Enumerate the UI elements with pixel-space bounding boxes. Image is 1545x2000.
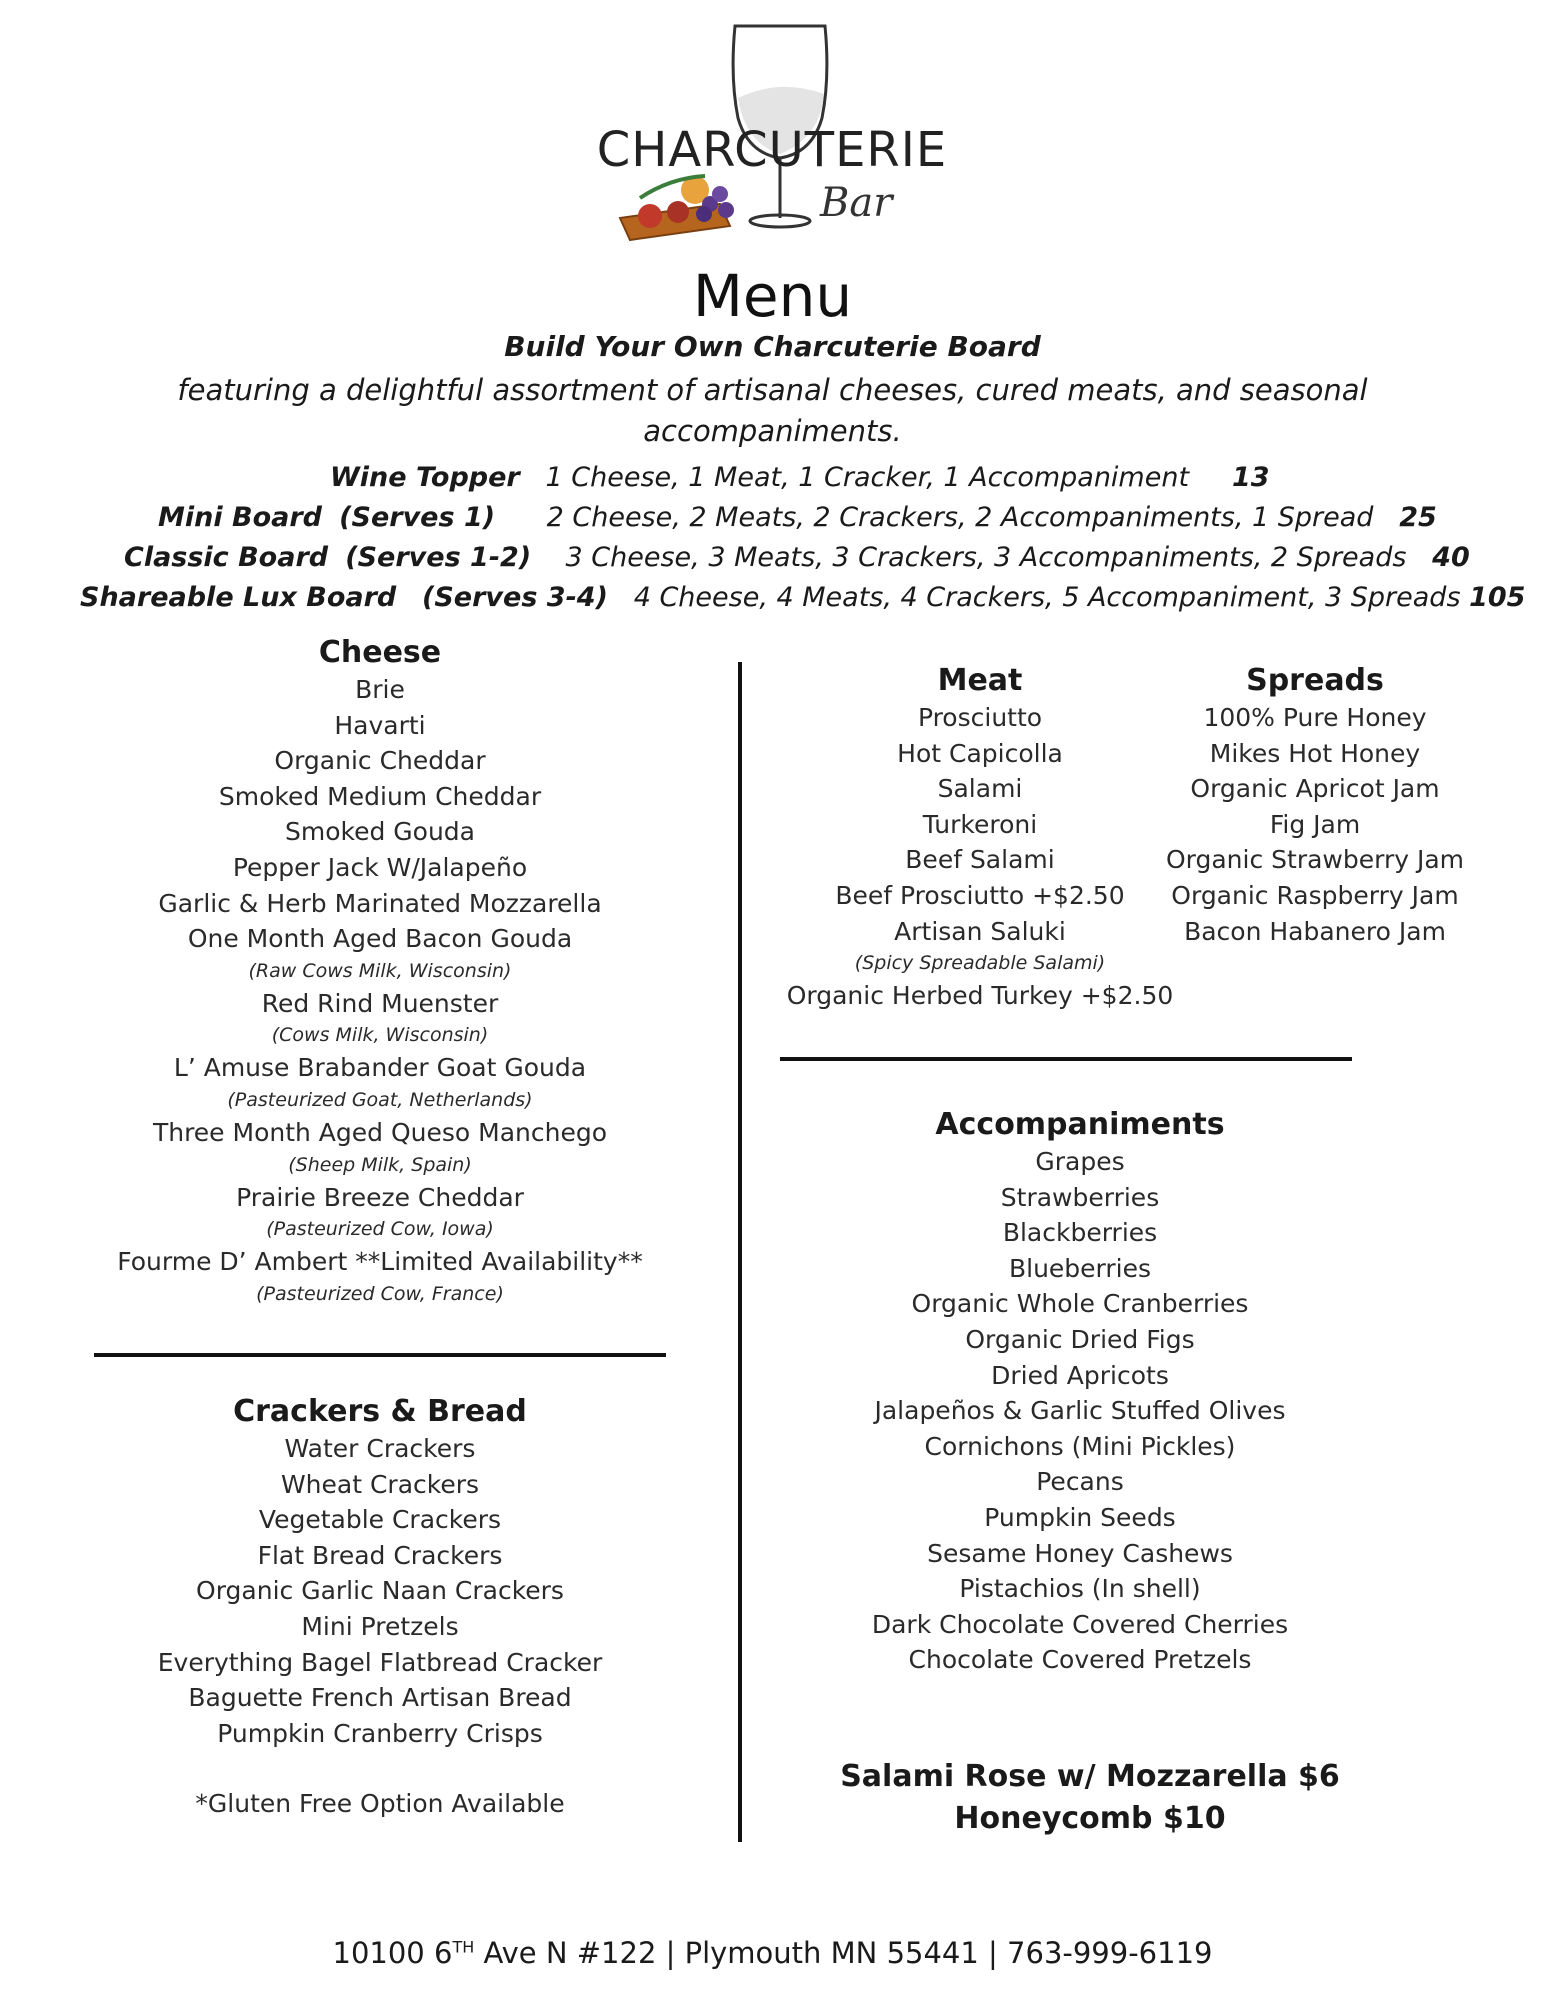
item-note: (Sheep Milk, Spain)	[288, 1153, 472, 1176]
item-note: (Pasteurized Cow, France)	[256, 1282, 504, 1305]
list-item: Blackberries	[1002, 1218, 1158, 1248]
board-shareable-lux	[80, 582, 1525, 613]
list-item: Vegetable Crackers	[258, 1505, 502, 1535]
address-number: 10100 6	[332, 1936, 453, 1970]
list-item: Organic Cheddar	[274, 746, 486, 776]
list-item: Grapes	[1035, 1147, 1125, 1176]
list-item: 100% Pure Honey	[1203, 703, 1427, 732]
list-item: Hot Capicolla	[897, 738, 1063, 768]
board-contents: 4 Cheese, 4 Meats, 4 Crackers, 5 Accompaniment, 3 Spreads	[633, 582, 1461, 613]
list-item: Sesame Honey Cashews	[927, 1538, 1233, 1568]
board-price: 105	[1469, 582, 1526, 613]
gluten-free-note: *Gluten Free Option Available	[195, 1789, 565, 1819]
list-item: Salami	[937, 774, 1023, 804]
item-note: (Pasteurized Cow, Iowa)	[266, 1218, 494, 1241]
list-item: Organic Strawberry Jam	[1165, 845, 1465, 875]
board-serves: (Serves 1-2)	[345, 542, 532, 573]
page-title: Menu	[692, 262, 853, 330]
list-item: Smoked Gouda	[284, 817, 475, 847]
list-item: Organic Whole Cranberries	[911, 1289, 1249, 1319]
list-item: Wheat Crackers	[280, 1469, 480, 1499]
board-mini	[158, 502, 1437, 533]
list-item: Mini Pretzels	[301, 1611, 459, 1641]
board-name: Classic Board	[124, 542, 329, 573]
list-item: Fig Jam	[1269, 809, 1361, 839]
list-item: Organic Apricot Jam	[1190, 774, 1440, 804]
list-item: L’ Amuse Brabander Goat Gouda	[173, 1053, 587, 1083]
logo-script: Bar	[820, 180, 893, 226]
list-item: Baguette French Artisan Bread	[188, 1683, 572, 1713]
list-item: Havarti	[334, 710, 426, 740]
list-item: One Month Aged Bacon Gouda	[187, 924, 573, 954]
extra-honeycomb: Honeycomb $10	[954, 1801, 1226, 1836]
list-item: Pumpkin Seeds	[984, 1502, 1176, 1532]
list-item: Pepper Jack W/Jalapeño	[232, 852, 528, 882]
list-item: Beef Prosciutto +$2.50	[835, 880, 1125, 910]
cheese-section	[80, 634, 680, 1309]
list-item: Pecans	[1036, 1467, 1124, 1497]
list-item: Organic Garlic Naan Crackers	[196, 1576, 564, 1606]
address-rest: Ave N #122 | Plymouth MN 55441 | 763-999-6119	[474, 1936, 1213, 1970]
board-classic	[124, 542, 1470, 573]
list-item: Water Crackers	[284, 1434, 476, 1463]
spreads-section	[1140, 662, 1490, 949]
crackers-section	[80, 1393, 680, 1822]
footer-address	[0, 1936, 1545, 1970]
list-item: Brie	[355, 675, 405, 704]
list-item: Strawberries	[1000, 1182, 1160, 1212]
page-tagline: featuring a delightful assortment of artisanal cheeses, cured meats, and seasonal accompaniments.	[177, 373, 1368, 448]
list-item: Dark Chocolate Covered Cherries	[871, 1609, 1289, 1639]
board-price: 25	[1399, 502, 1437, 533]
list-item: Fourme D’ Ambert **Limited Availability**	[117, 1247, 643, 1277]
list-item: Organic Herbed Turkey +$2.50	[786, 981, 1174, 1011]
board-name: Wine Topper	[330, 462, 520, 493]
board-serves: (Serves 1)	[339, 502, 496, 533]
board-contents: 3 Cheese, 3 Meats, 3 Crackers, 3 Accompaniments, 2 Spreads	[565, 542, 1407, 573]
list-item: Jalapeños & Garlic Stuffed Olives	[874, 1396, 1286, 1426]
list-item: Bacon Habanero Jam	[1184, 916, 1446, 946]
list-item: Organic Dried Figs	[965, 1324, 1195, 1354]
spreads-heading: Spreads	[1246, 663, 1384, 698]
item-note: (Spicy Spreadable Salami)	[854, 952, 1106, 975]
list-item: Artisan Saluki	[894, 916, 1066, 946]
meat-divider	[780, 1057, 1352, 1061]
board-name: Shareable Lux Board	[80, 582, 397, 613]
logo-word: CHARCUTERIE	[596, 122, 948, 178]
list-item: Red Rind Muenster	[261, 988, 499, 1018]
list-item: Pumpkin Cranberry Crisps	[217, 1718, 543, 1748]
list-item: Beef Salami	[905, 845, 1055, 875]
list-item: Blueberries	[1008, 1253, 1152, 1283]
cheese-heading: Cheese	[318, 635, 442, 670]
accompaniments-section	[780, 1106, 1380, 1678]
address-suffix: TH	[452, 1937, 475, 1957]
meat-section	[770, 662, 1190, 1014]
vertical-divider	[738, 662, 742, 1842]
item-note: (Cows Milk, Wisconsin)	[271, 1024, 489, 1047]
list-item: Cornichons (Mini Pickles)	[924, 1431, 1236, 1461]
list-item: Turkeroni	[922, 809, 1038, 839]
board-contents: 2 Cheese, 2 Meats, 2 Crackers, 2 Accompaniments, 1 Spread	[546, 502, 1374, 533]
list-item: Three Month Aged Queso Manchego	[152, 1117, 608, 1147]
list-item: Flat Bread Crackers	[257, 1540, 503, 1570]
list-item: Smoked Medium Cheddar	[218, 781, 542, 811]
board-name: Mini Board	[158, 502, 322, 533]
meat-heading: Meat	[937, 663, 1023, 698]
cheese-divider	[94, 1353, 666, 1357]
list-item: Prosciutto	[917, 703, 1043, 732]
board-price: 13	[1231, 462, 1270, 493]
list-item: Mikes Hot Honey	[1209, 738, 1421, 768]
list-item: Everything Bagel Flatbread Cracker	[157, 1647, 603, 1677]
list-item: Chocolate Covered Pretzels	[908, 1645, 1252, 1675]
list-item: Dried Apricots	[991, 1360, 1169, 1390]
board-contents: 1 Cheese, 1 Meat, 1 Cracker, 1 Accompaniment	[545, 462, 1190, 493]
board-price: 40	[1432, 542, 1470, 573]
extra-salami-rose: Salami Rose w/ Mozzarella $6	[840, 1759, 1340, 1794]
list-item: Pistachios (In shell)	[959, 1574, 1201, 1604]
item-note: (Raw Cows Milk, Wisconsin)	[248, 959, 512, 982]
board-wine-topper	[330, 462, 1270, 493]
extras-section	[780, 1756, 1400, 1840]
crackers-heading: Crackers & Bread	[233, 1394, 527, 1429]
list-item: Prairie Breeze Cheddar	[236, 1182, 524, 1212]
item-note: (Pasteurized Goat, Netherlands)	[227, 1088, 533, 1111]
list-item: Organic Raspberry Jam	[1171, 880, 1459, 910]
accompaniments-heading: Accompaniments	[935, 1107, 1225, 1142]
list-item: Garlic & Herb Marinated Mozzarella	[158, 888, 602, 918]
board-serves: (Serves 3-4)	[422, 582, 608, 613]
page-subtitle: Build Your Own Charcuterie Board	[504, 330, 1041, 363]
